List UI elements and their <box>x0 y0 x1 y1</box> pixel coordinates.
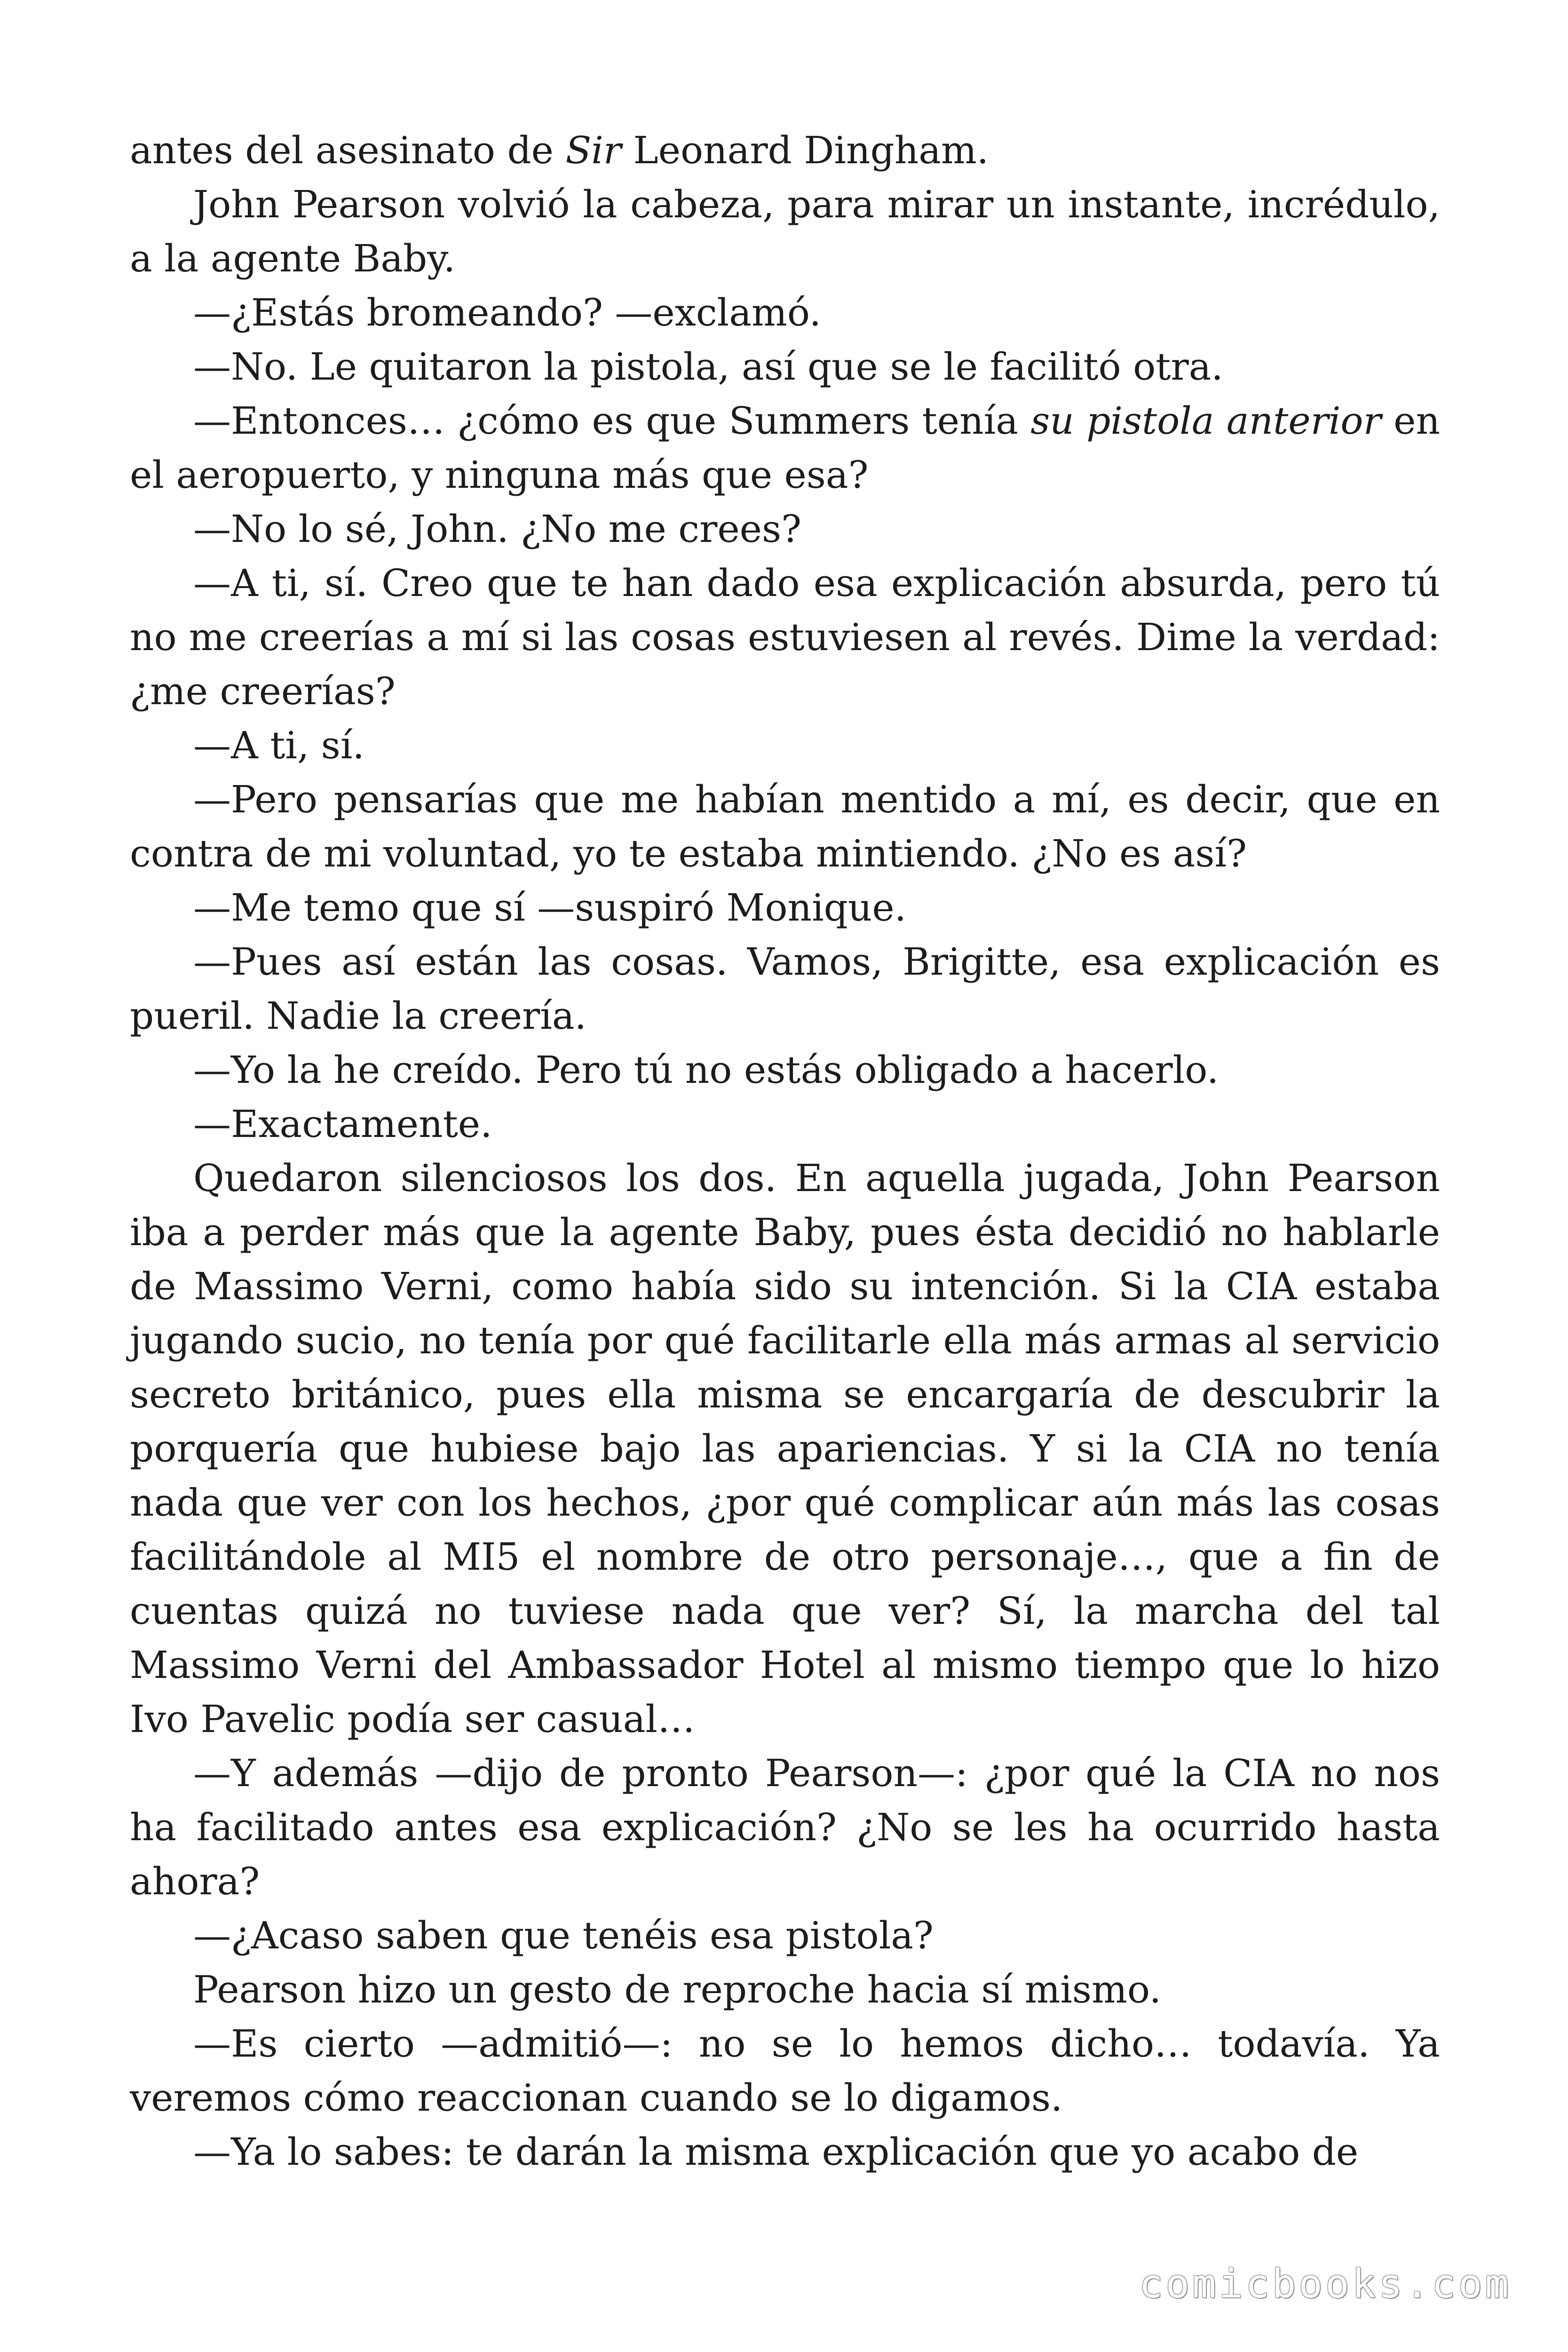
paragraph-10 <box>130 881 1440 935</box>
text-run: John Pearson volvió la cabeza, para mirar un instante, incrédulo, a la agente Baby. <box>130 183 1440 280</box>
book-page-body <box>130 123 1440 2179</box>
text-run: —¿Estás bromeando? —exclamó. <box>193 291 821 334</box>
paragraph-18 <box>130 2017 1440 2125</box>
text-run: —Ya lo sabes: te darán la misma explicación que yo acabo de <box>193 2130 1359 2174</box>
paragraph-3 <box>130 286 1440 340</box>
watermark-logo: comicbooks.com <box>1139 2261 1512 2307</box>
text-run: —A ti, sí. <box>193 723 364 767</box>
paragraph-14 <box>130 1151 1440 1746</box>
text-run: —Entonces… ¿cómo es que Summers tenía <box>193 399 1031 443</box>
paragraph-7 <box>130 556 1440 718</box>
paragraph-16 <box>130 1908 1440 1963</box>
text-run: —Y además —dijo de pronto Pearson—: ¿por qué la CIA no nos ha facilitado antes esa explicación? ¿No se les ha ocurrido hasta ahora? <box>130 1751 1440 1903</box>
text-run: Quedaron silenciosos los dos. En aquella jugada, John Pearson iba a perder más que la agente Baby, pues ésta decidió no hablarle de Massimo Verni, como había sido su intención. Si la CIA estaba jugando sucio, no tenía por qué facilitarle ella más armas al servicio secreto británico, pues ella misma se encargaría de descubrir la porquería que hubiese bajo las apariencias. Y si la CIA no tenía nada que ver con los hechos, ¿por qué complicar aún más las cosas facilitándole al MI5 el nombre de otro personaje…, que a fin de cuentas quizá no tuviese nada que ver? Sí, la marcha del tal Massimo Verni del Ambassador Hotel al mismo tiempo que lo hizo Ivo Pavelic podía ser casual… <box>130 1156 1440 1741</box>
paragraph-2 <box>130 177 1440 286</box>
text-run: Leonard Dingham. <box>621 128 989 172</box>
text-run: antes del asesinato de <box>130 128 566 172</box>
paragraph-12 <box>130 1043 1440 1097</box>
paragraph-5 <box>130 394 1440 502</box>
text-run: —Pero pensarías que me habían mentido a mí, es decir, que en contra de mi voluntad, yo te estaba mintiendo. ¿No es así? <box>130 778 1440 875</box>
paragraph-17 <box>130 1963 1440 2017</box>
paragraph-9 <box>130 772 1440 881</box>
paragraph-4 <box>130 340 1440 394</box>
text-run: —No lo sé, John. ¿No me crees? <box>193 507 801 551</box>
paragraph-15 <box>130 1746 1440 1908</box>
text-run: —A ti, sí. Creo que te han dado esa explicación absurda, pero tú no me creerías a mí si las cosas estuviesen al revés. Dime la verdad: ¿me creerías? <box>130 561 1440 713</box>
paragraph-11 <box>130 935 1440 1043</box>
text-run: —Es cierto —admitió—: no se lo hemos dicho… todavía. Ya veremos cómo reaccionan cuando se lo digamos. <box>130 2022 1440 2120</box>
text-run: —No. Le quitaron la pistola, así que se le facilitó otra. <box>193 345 1223 389</box>
text-run: —Me temo que sí —suspiró Monique. <box>193 886 907 930</box>
text-run: —Yo la he creído. Pero tú no estás obligado a hacerlo. <box>193 1048 1219 1092</box>
paragraph-8 <box>130 718 1440 772</box>
paragraph-6 <box>130 502 1440 556</box>
paragraph-19 <box>130 2125 1440 2179</box>
text-run: Pearson hizo un gesto de reproche hacia sí mismo. <box>193 1968 1162 2011</box>
paragraph-13 <box>130 1097 1440 1151</box>
text-run: —¿Acaso saben que tenéis esa pistola? <box>193 1914 934 1957</box>
text-run: en el aeropuerto, y ninguna más que esa? <box>130 399 1441 497</box>
paragraph-1 <box>130 123 1440 177</box>
italic-text-run: Sir <box>565 128 622 172</box>
italic-text-run: su pistola anterior <box>1030 399 1381 443</box>
text-run: —Exactamente. <box>193 1102 492 1146</box>
text-run: —Pues así están las cosas. Vamos, Brigitte, esa explicación es pueril. Nadie la creería. <box>130 940 1440 1038</box>
